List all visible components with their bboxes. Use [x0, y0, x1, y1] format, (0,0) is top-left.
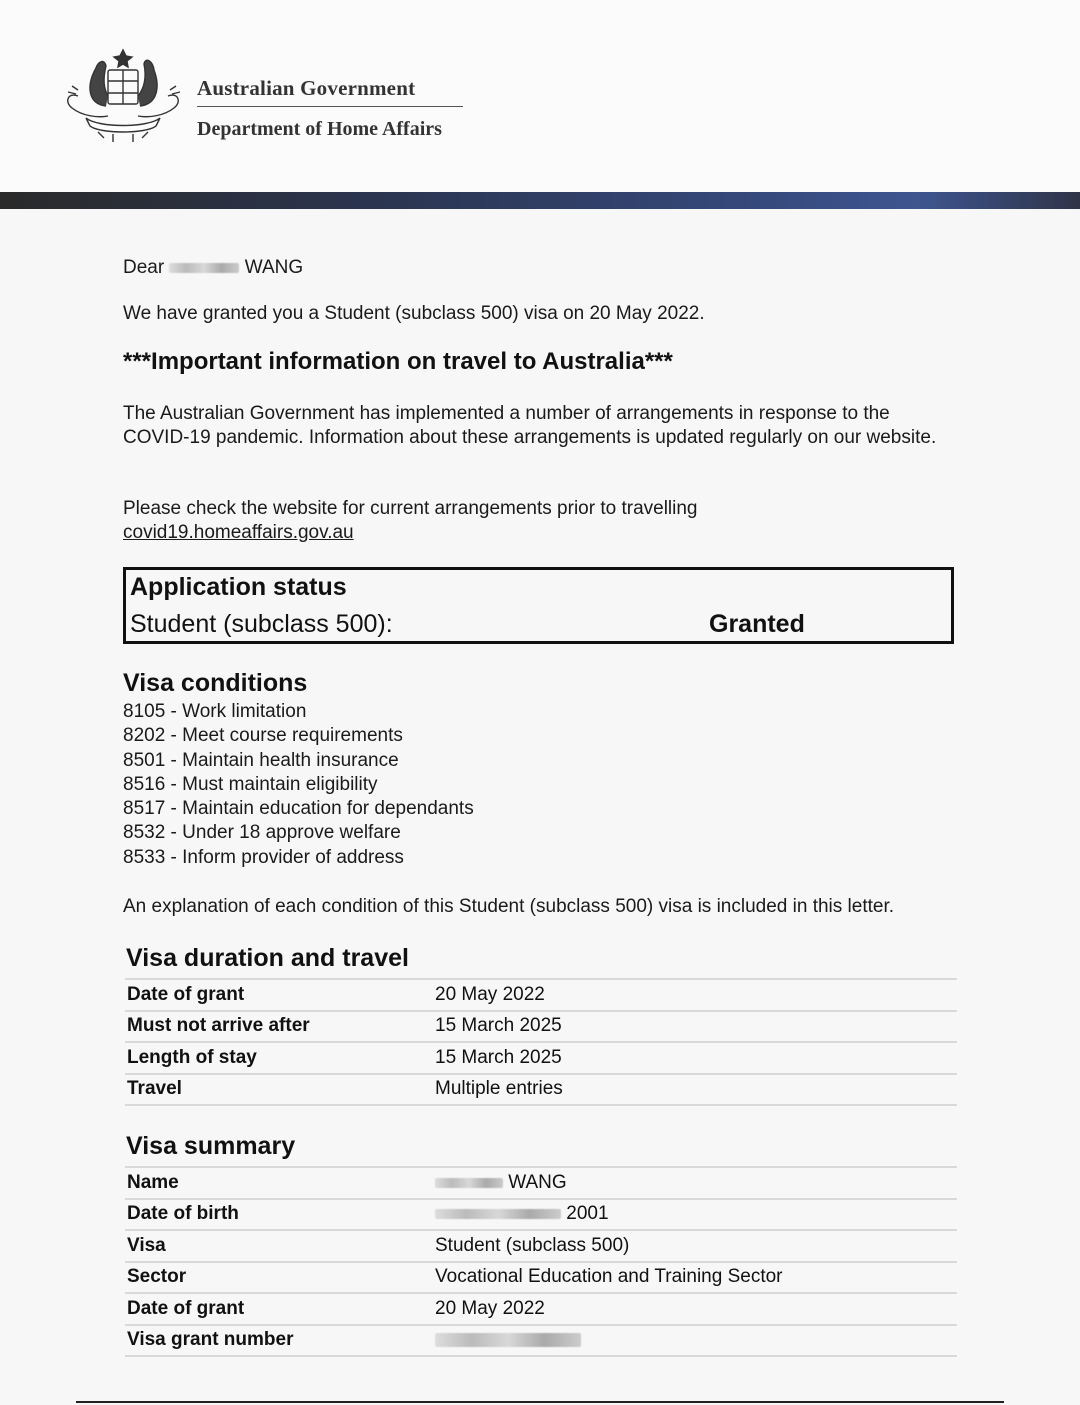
salutation	[123, 256, 303, 280]
row-label: Date of grant	[127, 1297, 245, 1319]
row-label: Must not arrive after	[127, 1015, 310, 1037]
redacted-grant-number	[435, 1333, 581, 1347]
table-row	[125, 1074, 957, 1106]
covid-website-link[interactable]: covid19.homeaffairs.gov.au	[123, 522, 354, 543]
salutation-name: WANG	[244, 257, 304, 278]
department-name: Department of Home Affairs	[197, 118, 442, 140]
table-row	[125, 1230, 957, 1262]
status-label: Student (subclass 500):	[130, 610, 393, 638]
row-label: Visa	[127, 1234, 166, 1256]
row-label: Date of birth	[127, 1203, 239, 1225]
conditions-list	[123, 700, 474, 870]
summary-table	[125, 1168, 957, 1357]
coat-of-arms-icon	[58, 46, 188, 144]
check-sentence: Please check the website for current arrangements prior to travelling	[123, 498, 698, 519]
row-label: Name	[127, 1171, 179, 1193]
table-row	[125, 1325, 957, 1357]
condition-item: 8105 - Work limitation	[123, 701, 307, 722]
row-label: Travel	[127, 1078, 182, 1100]
row-label: Date of grant	[127, 983, 245, 1005]
status-title: Application status	[130, 573, 347, 601]
table-row	[125, 1293, 957, 1325]
row-value: Vocational Education and Training Sector	[435, 1266, 783, 1288]
summary-heading: Visa summary	[126, 1132, 296, 1160]
footer-divider	[76, 1401, 1004, 1403]
table-row	[125, 1168, 957, 1199]
row-label: Length of stay	[127, 1046, 257, 1068]
birth-year-value: 2001	[566, 1203, 609, 1225]
condition-item: 8501 - Maintain health insurance	[123, 749, 399, 771]
row-label: Visa grant number	[127, 1329, 294, 1351]
government-name: Australian Government	[197, 76, 416, 100]
row-value	[433, 1325, 957, 1357]
duration-heading: Visa duration and travel	[126, 944, 409, 972]
application-status-box	[123, 567, 954, 644]
row-value: 15 March 2025	[435, 1046, 562, 1068]
name-value: WANG	[508, 1171, 567, 1193]
row-value: Student (subclass 500)	[435, 1234, 630, 1256]
redacted-given-name	[169, 263, 239, 273]
letterhead	[0, 0, 1080, 192]
redacted-given-name	[435, 1178, 503, 1188]
condition-item: 8532 - Under 18 approve welfare	[123, 822, 401, 844]
header-banner	[0, 192, 1080, 209]
duration-table	[125, 980, 957, 1106]
salutation-prefix: Dear	[123, 257, 165, 278]
row-value: 20 May 2022	[435, 1297, 545, 1319]
conditions-heading: Visa conditions	[123, 669, 308, 697]
important-heading: ***Important information on travel to Australia***	[123, 348, 673, 375]
status-value: Granted	[709, 610, 805, 638]
row-value: 20 May 2022	[435, 983, 545, 1005]
conditions-explanation: An explanation of each condition of this Student (subclass 500) visa is included in this letter.	[123, 896, 895, 917]
table-row	[125, 1011, 957, 1043]
covid-paragraph: The Australian Government has implemented a number of arrangements in response to the COVID-19 pandemic. Information about these arrangements is updated regularly on our website.	[123, 403, 937, 448]
table-row	[125, 1042, 957, 1074]
redacted-birth-day-month	[435, 1209, 561, 1219]
header-divider	[197, 106, 463, 107]
table-row	[125, 1262, 957, 1294]
condition-item: 8516 - Must maintain eligibility	[123, 773, 378, 795]
table-row	[125, 1199, 957, 1231]
row-value	[433, 1199, 957, 1231]
row-label: Sector	[127, 1266, 187, 1288]
grant-sentence: We have granted you a Student (subclass 500) visa on 20 May 2022.	[123, 303, 705, 324]
row-value	[433, 1168, 957, 1199]
condition-item: 8202 - Meet course requirements	[123, 725, 403, 747]
table-row	[125, 980, 957, 1011]
condition-item: 8517 - Maintain education for dependants	[123, 798, 474, 820]
row-value: 15 March 2025	[435, 1015, 562, 1037]
row-value: Multiple entries	[435, 1078, 563, 1100]
condition-item: 8533 - Inform provider of address	[123, 846, 404, 868]
